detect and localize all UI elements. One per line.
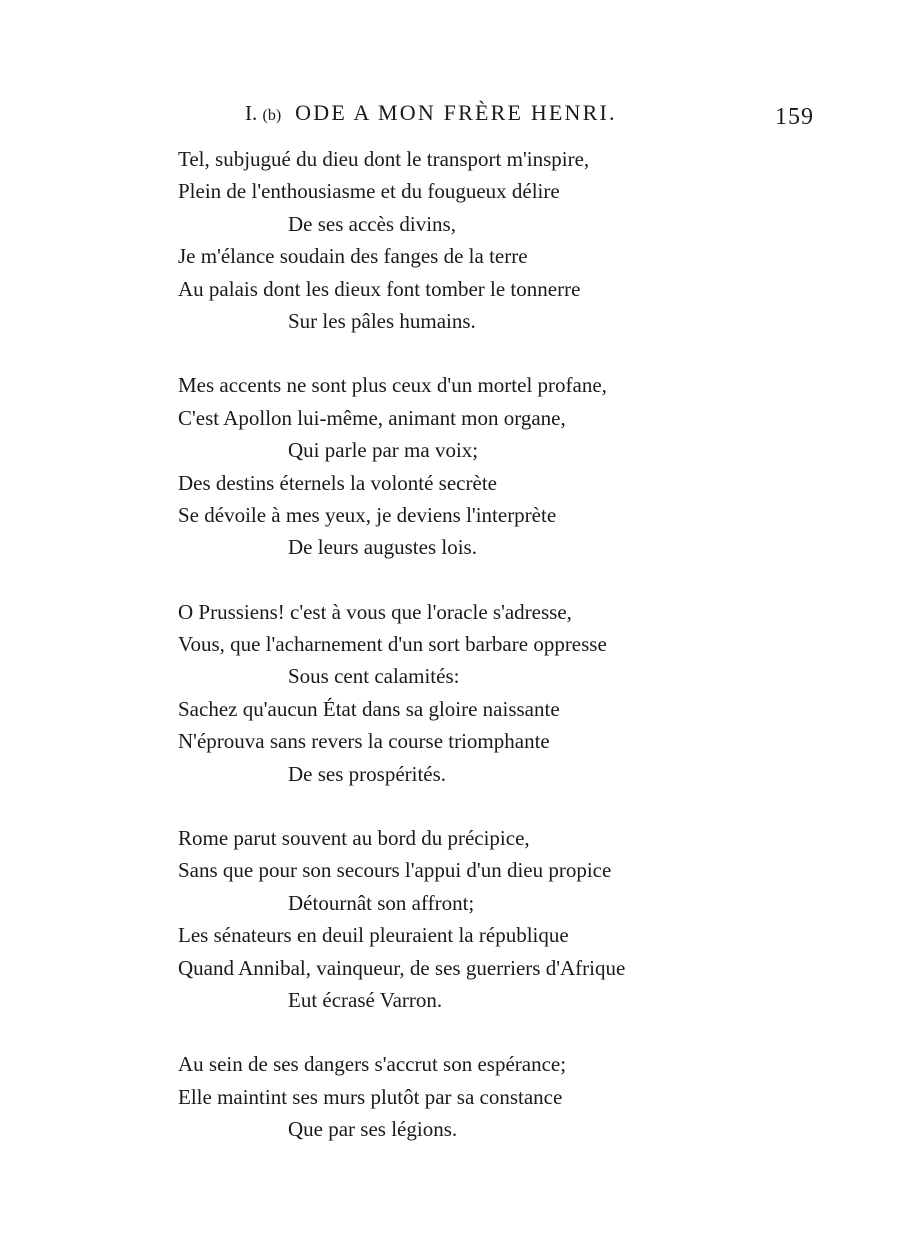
stanza — [178, 596, 858, 790]
verse-line: Au sein de ses dangers s'accrut son espérance; — [178, 1052, 567, 1077]
running-head — [245, 100, 617, 126]
verse-line-short: Détournât son affront; — [288, 890, 475, 915]
verse-line-short: De ses prospérités. — [288, 761, 447, 786]
stanza — [178, 143, 858, 337]
section-subdivision: (b) — [262, 107, 282, 124]
verse-line: Rome parut souvent au bord du précipice, — [178, 826, 530, 851]
verse-line: N'éprouva sans revers la course triomphante — [178, 729, 550, 754]
stanza — [178, 1048, 858, 1145]
verse-line: Elle maintint ses murs plutôt par sa constance — [178, 1084, 563, 1109]
verse-line: Tel, subjugué du dieu dont le transport m'inspire, — [178, 147, 590, 171]
stanza — [178, 369, 858, 563]
verse-line: Plein de l'enthousiasme et du fougueux délire — [178, 179, 560, 204]
verse-line-short: Que par ses légions. — [288, 1117, 458, 1142]
verse-line: Vous, que l'acharnement d'un sort barbare oppresse — [178, 632, 607, 657]
section-numeral: I. — [245, 101, 258, 125]
verse-line: Les sénateurs en deuil pleuraient la république — [178, 923, 569, 948]
verse-line: Se dévoile à mes yeux, je deviens l'interprète — [178, 502, 557, 527]
verse-line: Quand Annibal, vainqueur, de ses guerriers d'Afrique — [178, 955, 626, 980]
verse-line: C'est Apollon lui-même, animant mon organe, — [178, 405, 566, 430]
verse-line: Mes accents ne sont plus ceux d'un mortel profane, — [178, 373, 607, 398]
stanza — [178, 822, 858, 1016]
page-number: 159 — [775, 104, 814, 130]
verse-line: Je m'élance soudain des fanges de la terre — [178, 244, 528, 269]
page-title: ODE A MON FRÈRE HENRI. — [295, 100, 617, 125]
section-number — [245, 101, 281, 125]
verse-line: Au palais dont les dieux font tomber le tonnerre — [178, 276, 581, 301]
verse-line-short: Sous cent calamités: — [288, 664, 460, 689]
verse-line: O Prussiens! c'est à vous que l'oracle s'adresse, — [178, 599, 572, 624]
verse-line-short: Sur les pâles humains. — [288, 308, 476, 333]
poem-body — [178, 143, 858, 1178]
verse-line: Des destins éternels la volonté secrète — [178, 470, 497, 495]
verse-line-short: Qui parle par ma voix; — [288, 438, 479, 463]
verse-line-short: Eut écrasé Varron. — [288, 987, 443, 1012]
verse-line-short: De leurs augustes lois. — [288, 535, 477, 560]
verse-line: Sans que pour son secours l'appui d'un dieu propice — [178, 858, 612, 883]
verse-line: Sachez qu'aucun État dans sa gloire naissante — [178, 696, 560, 721]
verse-line-short: De ses accès divins, — [288, 211, 456, 236]
